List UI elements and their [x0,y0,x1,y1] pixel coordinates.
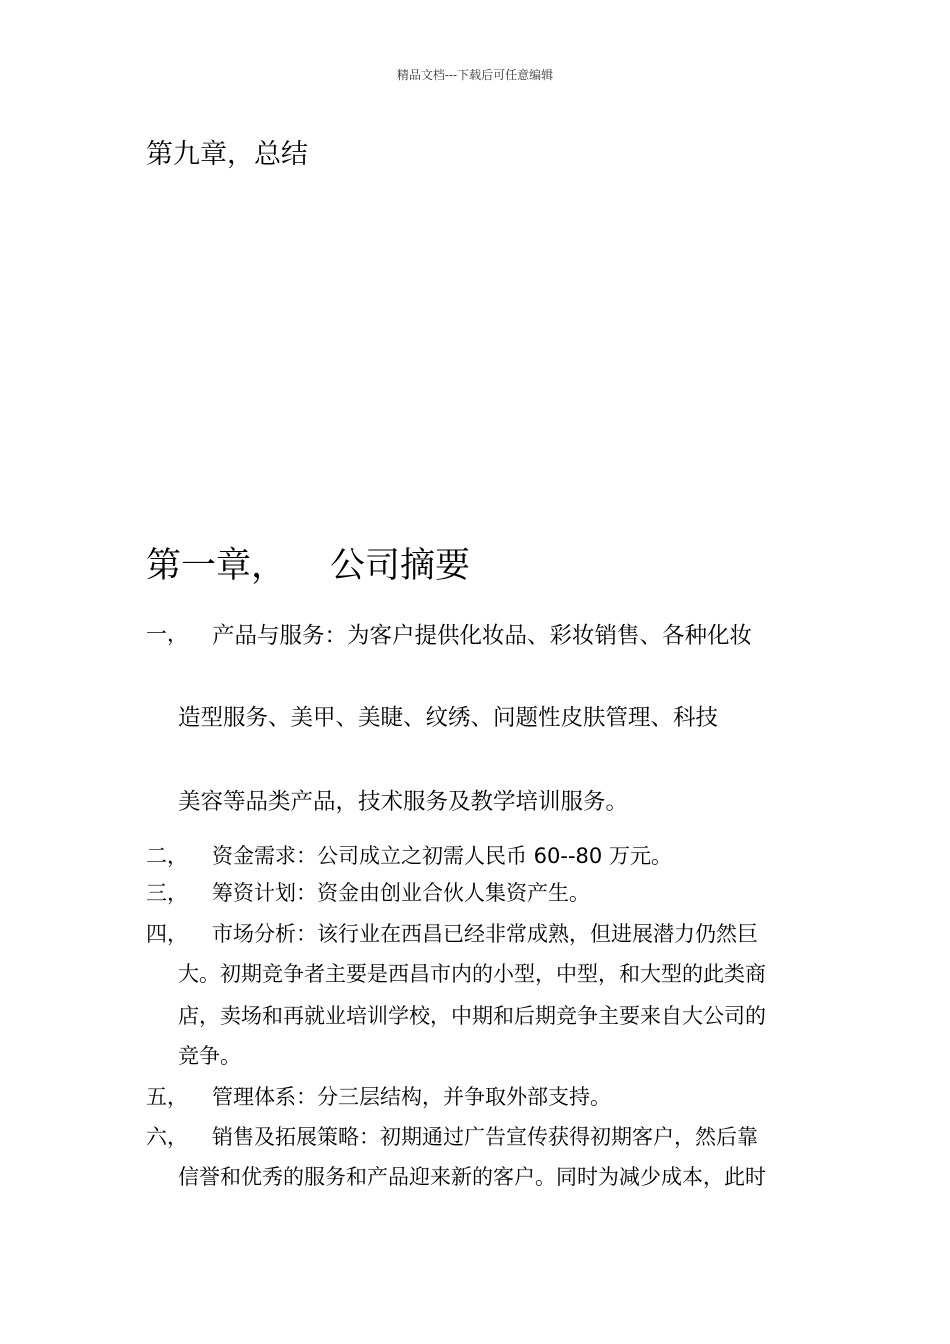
item-text-line: 管理体系：分三层结构，并争取外部支持。 [212,1085,611,1109]
item-text-line: 销售及拓展策略：初期通过广告宣传获得初期客户，然后靠 [212,1125,758,1149]
item-text-line: 店，卖场和再就业培训学校，中期和后期竞争主要来自大公司的 [178,1004,766,1028]
item-text-line: 信誉和优秀的服务和产品迎来新的客户。同时为减少成本，此时 [178,1165,766,1189]
item-text-line: 美容等品类产品，技术服务及教学培训服务。 [178,789,629,815]
item-text-line: 竞争。 [178,1044,241,1068]
item-number: 一， [146,622,188,646]
item-number: 四， [146,922,188,946]
item-text-line: 造型服务、美甲、美睫、纹绣、问题性皮肤管理、科技 [178,705,719,731]
chapter-1-heading [146,538,470,588]
item-number: 五， [146,1085,188,1109]
item-number: 二， [146,844,188,868]
item-text-line: 大。初期竞争者主要是西昌市内的小型，中型，和大型的此类商 [178,962,766,986]
chapter-1-title: 公司摘要 [330,546,471,586]
chapter-1-number: 第一章， [146,546,287,586]
item-text-line: 资金需求：公司成立之初需人民币 60--80 万元。 [212,844,672,868]
item-text-line: 产品与服务：为客户提供化妆品、彩妆销售、各种化妆 [212,623,753,649]
item-text-line: 筹资计划：资金由创业合伙人集资产生。 [212,881,590,905]
item-number: 三， [146,881,188,905]
item-text-line: 市场分析：该行业在西昌已经非常成熟，但进展潜力仍然巨 [212,922,758,946]
page-header-watermark: 精品文档---下载后可任意编辑 [396,68,554,82]
item-number: 六， [146,1125,188,1149]
chapter-9-heading: 第九章，总结 [146,139,308,170]
